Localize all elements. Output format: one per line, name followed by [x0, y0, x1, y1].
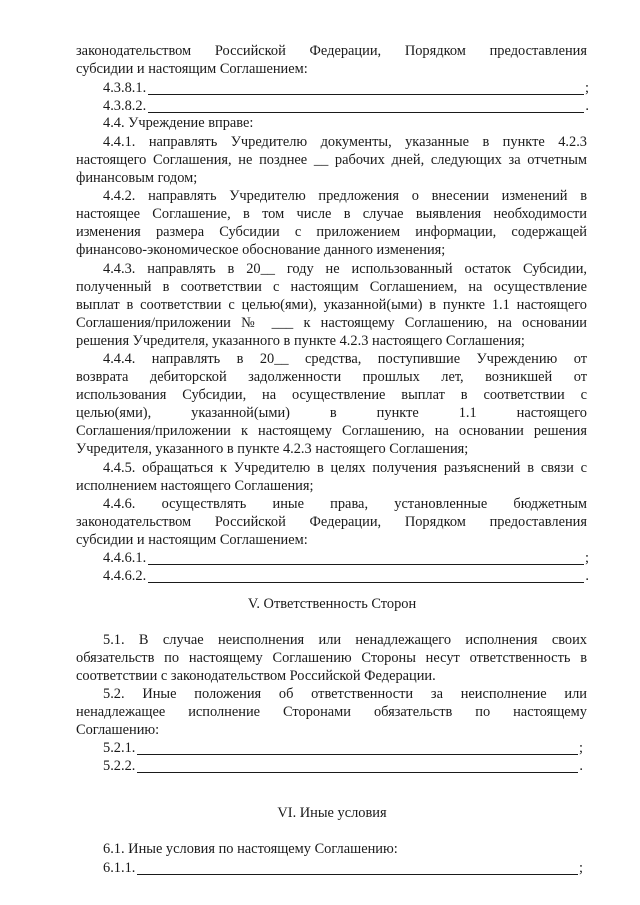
text-line: использования Субсидии, на осуществление выплат в соответствии с [76, 387, 587, 403]
clause-end: ; [585, 550, 589, 566]
text-line: Соглашения/приложении к настоящему Соглашению, на основании решения [76, 423, 587, 439]
text-line: изменения размера Субсидии с приложением информации, содержащей [76, 224, 587, 240]
text-line: 4.4.2. направлять Учредителю предложения о внесении изменений в [103, 188, 587, 204]
text-line: 6.1. Иные условия по настоящему Соглашению: [103, 841, 398, 857]
text-line: 5.1. В случае неисполнения или ненадлежащего исполнения своих [103, 632, 587, 648]
text-line: Соглашения/приложении № ___ к настоящему Соглашению, на основании [76, 315, 587, 331]
text-line: 5.2. Иные положения об ответственности за неисполнение или [103, 686, 587, 702]
blank-line [137, 741, 578, 755]
text-line: субсидии и настоящим Соглашением: [76, 61, 308, 77]
text-line: целью(ями), указанной(ыми) в пункте 1.1 настоящего [76, 405, 587, 421]
clause-number: 4.3.8.1. [103, 80, 147, 96]
blank-field-4-3-8-1 [103, 80, 589, 98]
section-6-title: VI. Иные условия [277, 805, 387, 821]
clause-end: ; [585, 80, 589, 96]
text-line: 4.4.1. направлять Учредителю документы, указанные в пункте 4.2.3 [103, 134, 587, 150]
text-line: 4.4. Учреждение вправе: [103, 115, 254, 131]
text-line: выплат в соответствии с целью(ями), указанной(ыми) в пункте 1.1 настоящего [76, 297, 587, 313]
clause-end: ; [579, 740, 583, 756]
clause-number: 5.2.2. [103, 758, 136, 774]
text-line: настоящее Соглашение, в том числе в случае выявления необходимости [76, 206, 587, 222]
clause-number: 5.2.1. [103, 740, 136, 756]
text-line: 4.4.6. осуществлять иные права, установленные бюджетным [103, 496, 587, 512]
blank-line [148, 551, 584, 565]
text-line: Соглашению: [76, 722, 160, 738]
blank-line [137, 861, 578, 875]
text-line: законодательством Российской Федерации, Порядком предоставления [76, 43, 587, 59]
blank-field-5-2-1 [103, 740, 583, 758]
blank-field-4-3-8-2 [103, 98, 589, 116]
text-line: обязательств по настоящему Соглашению Стороны несут ответственность в [76, 650, 587, 666]
text-line: возврата дебиторской задолженности прошлых лет, возникшей от [76, 369, 587, 385]
text-line: субсидии и настоящим Соглашением: [76, 532, 308, 548]
blank-line [148, 99, 584, 113]
text-line: законодательством Российской Федерации, Порядком предоставления [76, 514, 587, 530]
clause-number: 4.3.8.2. [103, 98, 147, 114]
clause-number: 6.1.1. [103, 860, 136, 876]
text-line: финансово-экономическое обоснование данного изменения; [76, 242, 446, 258]
blank-line [148, 569, 584, 583]
text-line: ненадлежащее исполнение Сторонами обязательств по настоящему [76, 704, 587, 720]
blank-field-5-2-2 [103, 758, 583, 776]
blank-line [148, 81, 584, 95]
text-line: 4.4.5. обращаться к Учредителю в целях получения разъяснений в связи с [103, 460, 587, 476]
clause-end: . [585, 568, 589, 584]
clause-end: . [579, 758, 583, 774]
text-line: 4.4.3. направлять в 20__ году не использованный остаток Субсидии, [103, 261, 587, 277]
blank-field-4-4-6-1 [103, 550, 589, 568]
blank-field-6-1-1 [103, 860, 583, 878]
text-line: настоящего Соглашения, не позднее __ рабочих дней, следующих за отчетным [76, 152, 587, 168]
clause-end: ; [579, 860, 583, 876]
text-line: соответствии с законодательством Российской Федерации. [76, 668, 436, 684]
text-line: исполнением настоящего Соглашения; [76, 478, 314, 494]
blank-field-4-4-6-2 [103, 568, 589, 586]
clause-end: . [585, 98, 589, 114]
clause-number: 4.4.6.2. [103, 568, 147, 584]
text-line: полученный в соответствии с настоящим Соглашением, на осуществление [76, 279, 587, 295]
blank-line [137, 759, 578, 773]
section-5-title: V. Ответственность Сторон [247, 596, 417, 612]
text-line: финансовым годом; [76, 170, 198, 186]
clause-number: 4.4.6.1. [103, 550, 147, 566]
text-line: Учредителя, указанного в пункте 4.2.3 настоящего Соглашения; [76, 441, 469, 457]
text-line: решения Учредителя, указанного в пункте 4.2.3 настоящего Соглашения; [76, 333, 525, 349]
text-line: 4.4.4. направлять в 20__ средства, поступившие Учреждению от [103, 351, 587, 367]
